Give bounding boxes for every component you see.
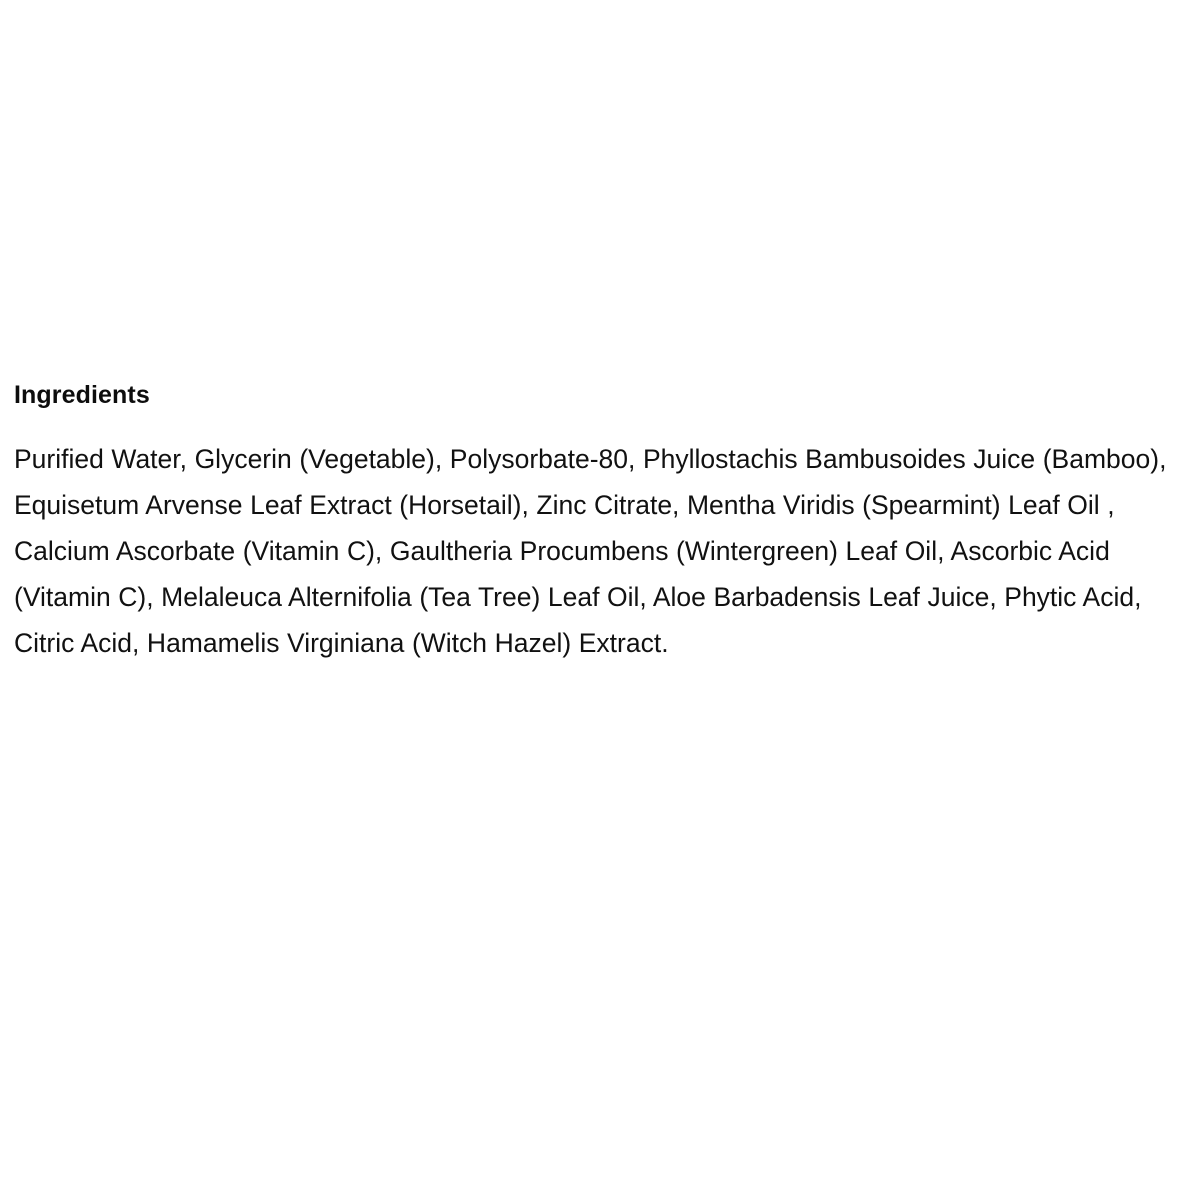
ingredients-list-text: Purified Water, Glycerin (Vegetable), Polysorbate-80, Phyllostachis Bambusoides Juice (Bamboo), Equisetum Arvense Leaf Extract (Horsetail), Zinc Citrate, Mentha Viridis (Spearmint) Leaf Oil , Calcium Ascorbate (Vitamin C), Gaultheria Procumbens (Wintergreen) Leaf Oil, Ascorbic Acid (Vitamin C), Melaleuca Alternifolia (Tea Tree) Leaf Oil, Aloe Barbadensis Leaf Juice, Phytic Acid, Citric Acid, Hamamelis Virginiana (Witch Hazel) Extract. [14, 444, 1167, 658]
ingredients-section [14, 380, 1184, 666]
ingredients-heading: Ingredients [14, 381, 150, 409]
